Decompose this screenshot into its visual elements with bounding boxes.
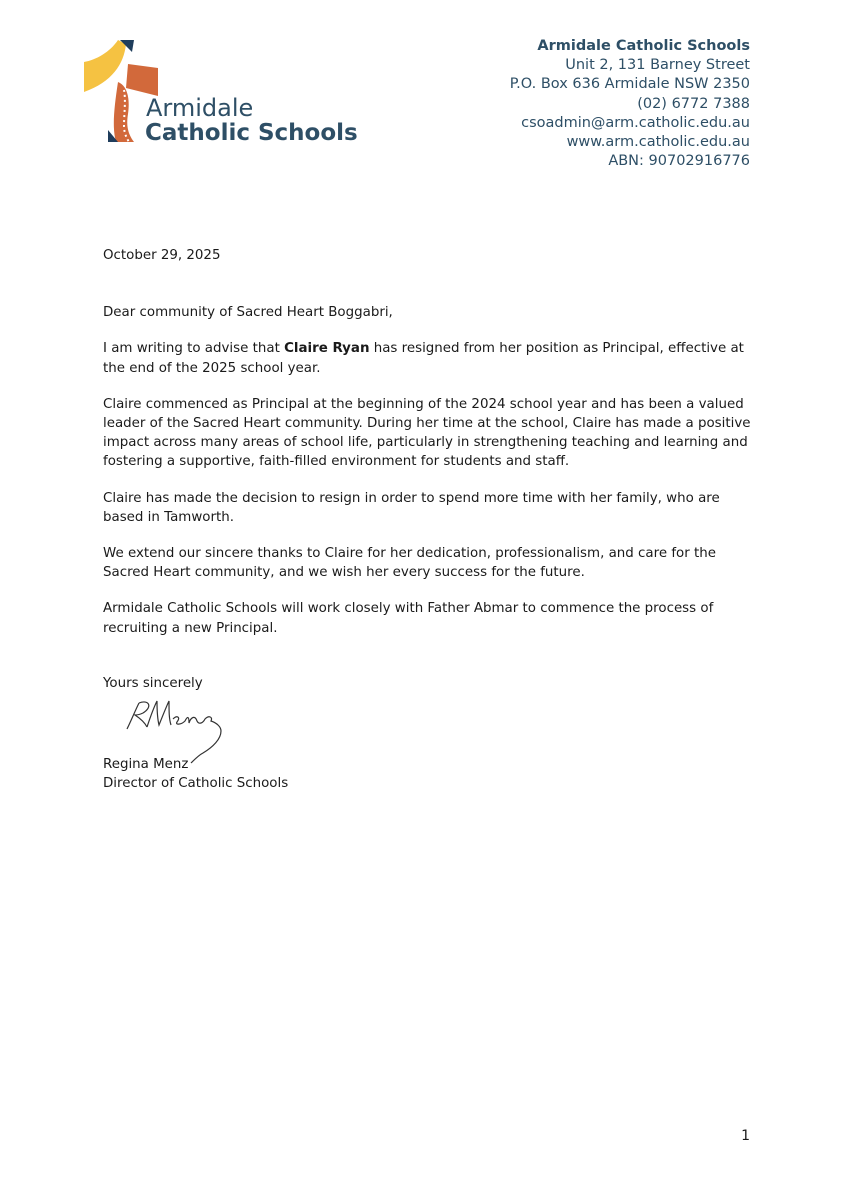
logo [82, 38, 362, 148]
paragraph-4: We extend our sincere thanks to Claire for her dedication, professionalism, and care for the Sacred Heart community, and we wish her every success for the future. [103, 546, 716, 581]
handwritten-signature [117, 695, 237, 765]
page-number: 1 [741, 1128, 750, 1144]
org-name: Armidale Catholic Schools [537, 38, 750, 54]
org-abn: ABN: 90702916776 [608, 153, 750, 170]
paragraph-1-start: I am writing to advise that [103, 341, 285, 357]
letter-date: October 29, 2025 [103, 248, 221, 263]
paragraph-1 [103, 339, 758, 377]
paragraph-3: Claire has made the decision to resign in order to spend more time with her family, who are based in Tamworth. [103, 490, 720, 525]
logo-wordmark-line2: Catholic Schools [145, 120, 358, 146]
salutation: Dear community of Sacred Heart Boggabri, [103, 305, 393, 321]
signature-area [103, 693, 758, 755]
letterhead-contact [510, 37, 750, 171]
closing: Yours sincerely [103, 675, 203, 691]
letter-body [103, 246, 758, 793]
paragraph-1-end: has resigned from her position as Principal, effective at the end of the 2025 school year. [103, 341, 744, 376]
org-website: www.arm.catholic.edu.au [566, 134, 750, 151]
org-phone: (02) 6772 7388 [637, 95, 750, 112]
signer-title: Director of Catholic Schools [103, 776, 289, 792]
paragraph-5: Armidale Catholic Schools will work closely with Father Abmar to commence the process of recruiting a new Principal. [103, 601, 714, 636]
logo-wordmark-line1: Armidale [146, 94, 254, 122]
org-address-line2: P.O. Box 636 Armidale NSW 2350 [509, 76, 750, 93]
paragraph-2: Claire commenced as Principal at the beginning of the 2024 school year and has been a valued leader of the Sacred Heart community. During her time at the school, Claire has made a positive impact across many areas of school life, particularly in strengthening teaching and learning and fostering a supportive, faith-filled environment for students and staff. [103, 396, 751, 470]
principal-name: Claire Ryan [284, 341, 370, 357]
signer-name: Regina Menz [103, 757, 189, 773]
org-address-line1: Unit 2, 131 Barney Street [565, 57, 750, 74]
org-email: csoadmin@arm.catholic.edu.au [521, 114, 750, 131]
